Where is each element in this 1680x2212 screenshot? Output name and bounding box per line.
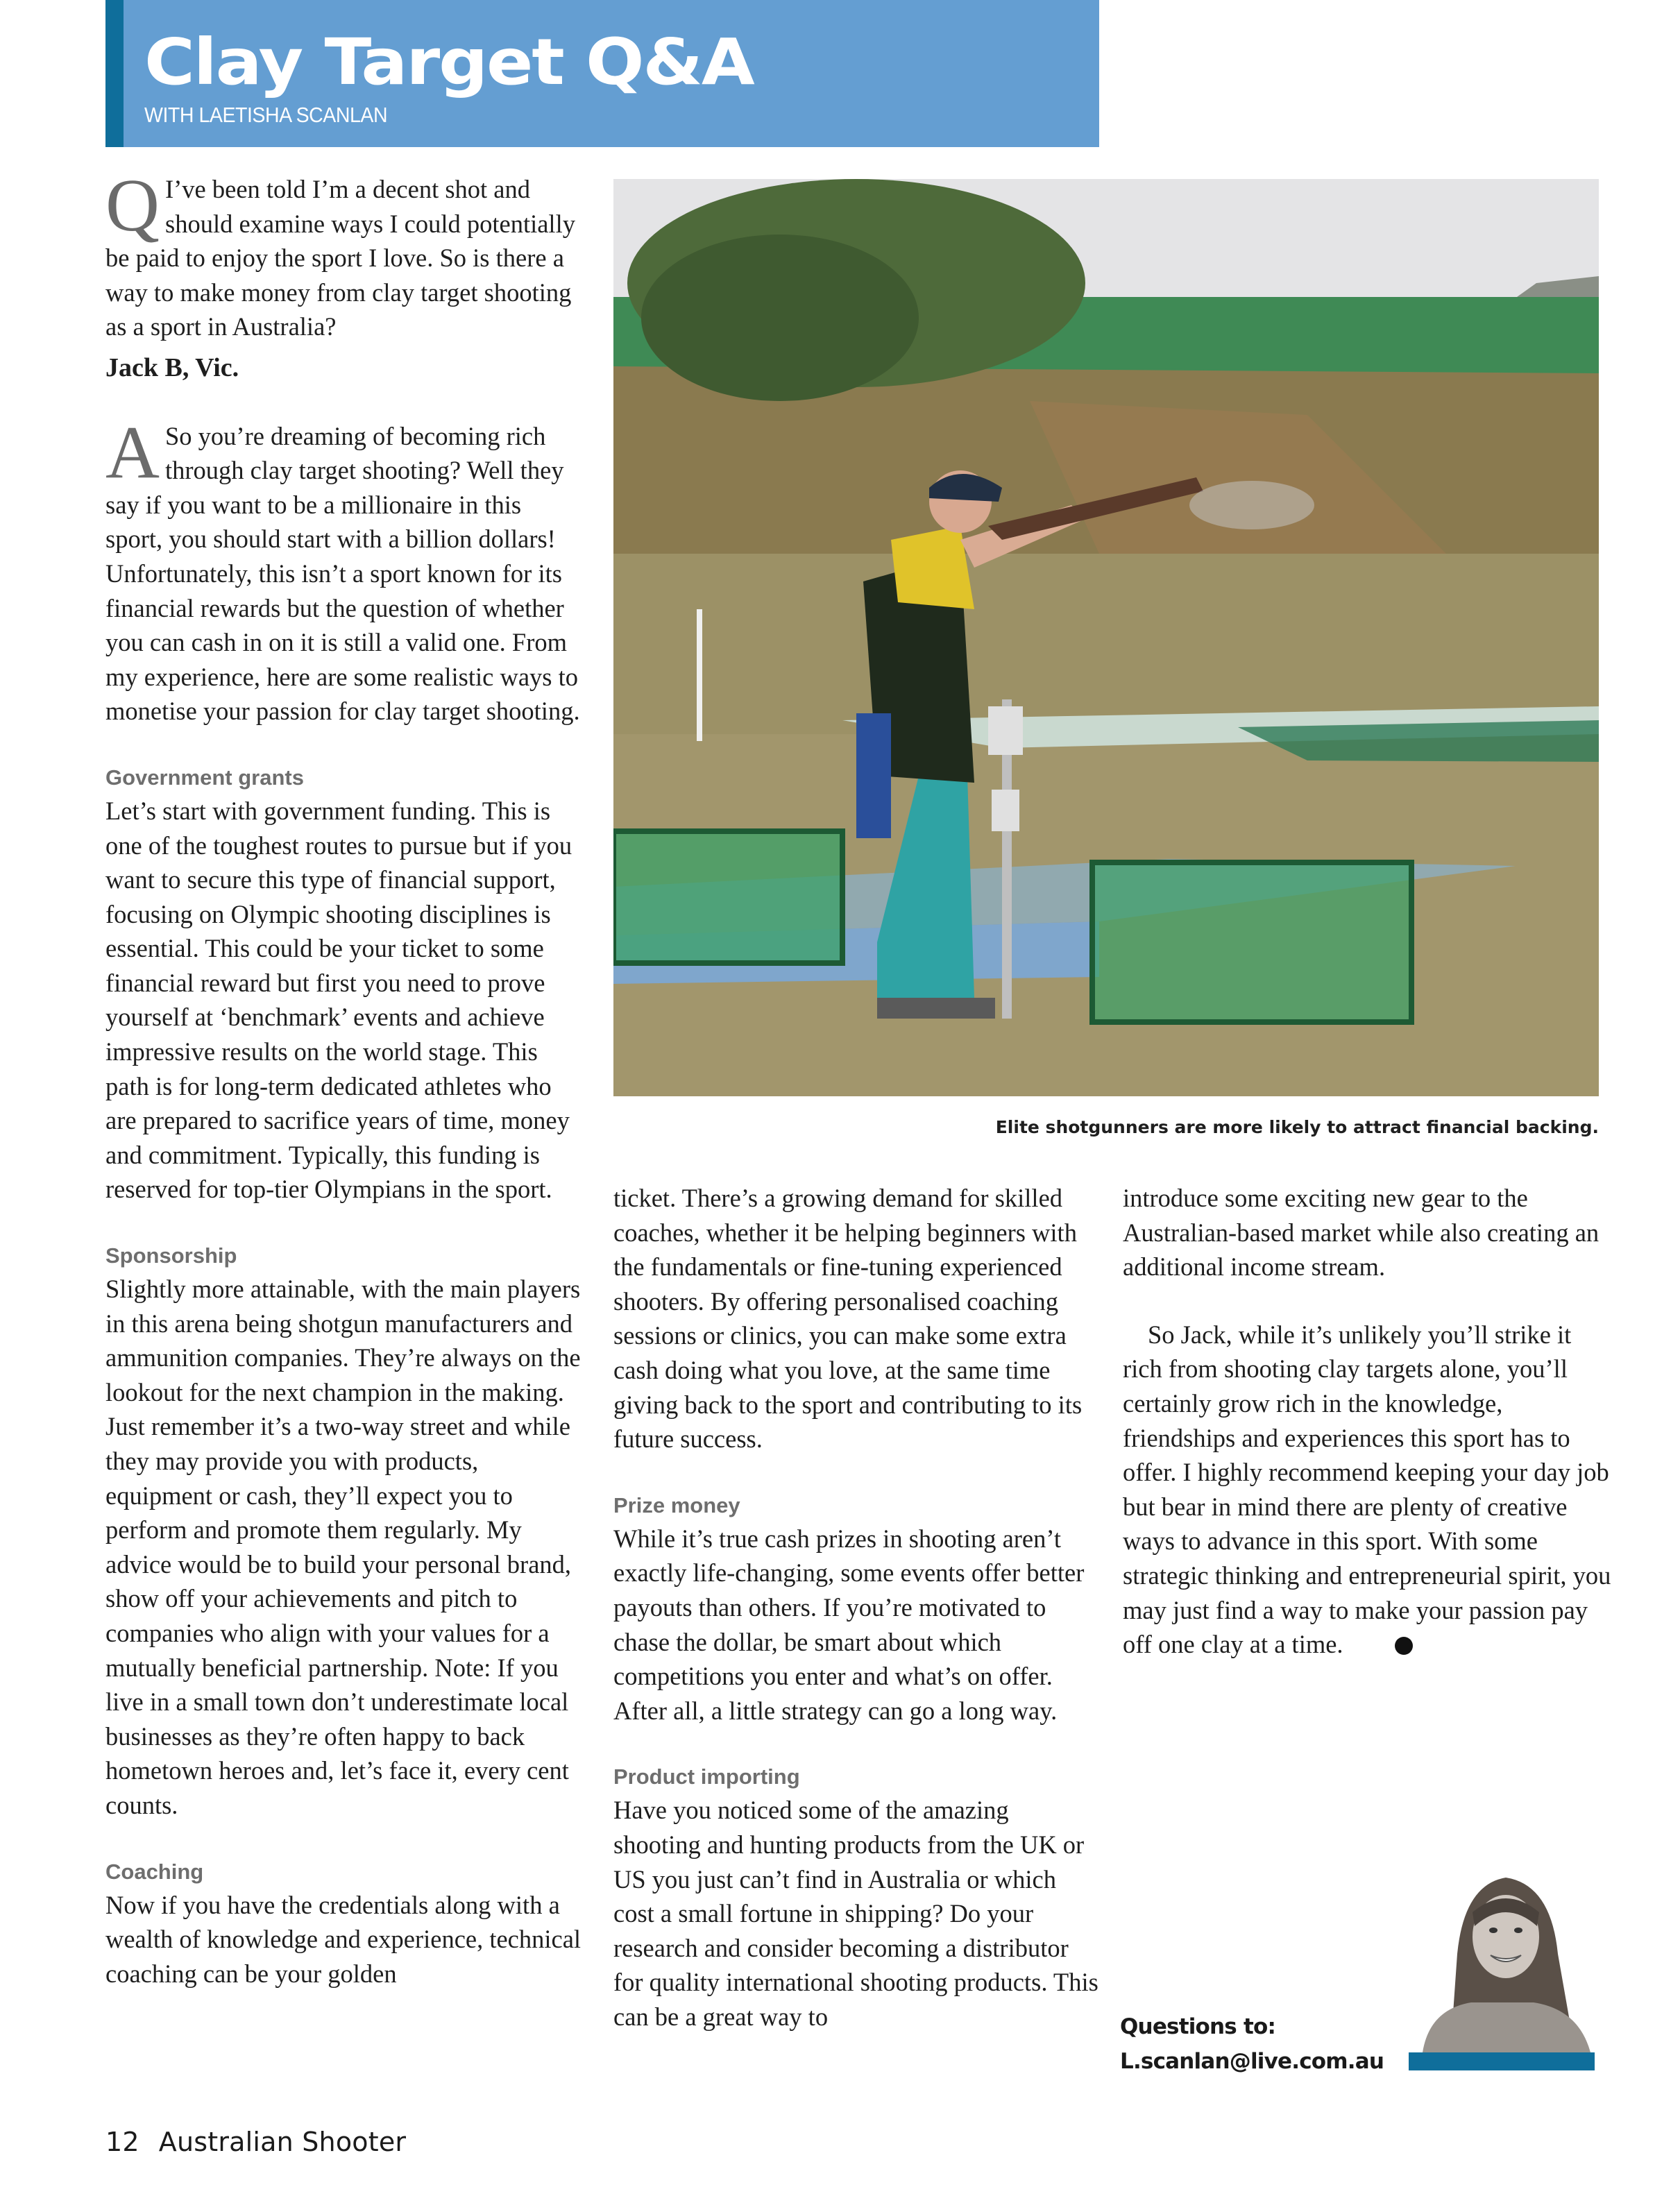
article-column-right bbox=[1123, 1181, 1611, 1662]
contact-label: Questions to: bbox=[1120, 2014, 1276, 2039]
section-body-government-grants: Let’s start with government funding. This is one of the toughest routes to pursue but if you want to secure this type of financial support, focusing on Olympic shooting disciplines is essential. This could be your ticket to some financial reward but first you need to prove yourself at ‘benchmark’ events and achieve impressive results on the world stage. This path is for long-term dedicated athletes who are prepared to sacrifice years of time, money and commitment. Typically, this funding is reserved for top-tier Olympians in the sport. bbox=[105, 796, 572, 1204]
column-title: Clay Target Q&A bbox=[144, 25, 754, 99]
answer-intro-text: So you’re dreaming of becoming rich through clay target shooting? Well they say if you want to be a millionaire in this sport, you should start with a billion dollars! Unfortunately, this isn’t a sport known for its financial rewards but the question of whether you can cash in on it is still a valid one. From my experience, here are some realistic ways to monetise your passion for clay target shooting. bbox=[105, 421, 580, 726]
section-body-product-importing-part1: Have you noticed some of the amazing shooting and hunting products from the UK or US you just can’t find in Australia or which cost a small fortune in shipping? Do your research and consider becoming a distributor for quality international shooting products. This can be a great way to bbox=[613, 1796, 1098, 2031]
header-accent-strip bbox=[105, 0, 124, 147]
section-heading-prize-money: Prize money bbox=[613, 1492, 740, 1517]
end-of-article-bullet-icon bbox=[1395, 1637, 1413, 1655]
photo-caption: Elite shotgunners are more likely to attract financial backing. bbox=[995, 1117, 1599, 1137]
conclusion-text: So Jack, while it’s unlikely you’ll strike it rich from shooting clay targets alone, you’ll certainly grow rich in the knowledge, friendships and experiences this sport has to offer. I highly recommend keeping your day job but bear in mind there are plenty of creative ways to advance in this sport. With some strategic thinking and entrepreneurial spirit, you may just find a way to make your passion pay off one clay at a time. bbox=[1123, 1320, 1611, 1659]
section-heading-coaching: Coaching bbox=[105, 1859, 204, 1884]
section-body-product-importing-part2: introduce some exciting new gear to the Australian-based market while also creating an additional income stream. bbox=[1123, 1184, 1600, 1282]
shooter-photo-illustration bbox=[613, 179, 1599, 1096]
article-column-left bbox=[105, 164, 584, 1991]
article-column-middle bbox=[613, 1181, 1099, 2034]
column-byline: WITH LAETISHA SCANLAN bbox=[144, 103, 388, 127]
answer-intro bbox=[105, 411, 584, 729]
article-photo-shooter bbox=[613, 179, 1599, 1096]
contact-email-link[interactable]: L.scanlan@live.com.au bbox=[1120, 2049, 1384, 2074]
section-heading-sponsorship: Sponsorship bbox=[105, 1243, 237, 1268]
portrait-accent-bar bbox=[1409, 2052, 1595, 2070]
column-header-banner bbox=[105, 0, 1099, 147]
author-portrait-illustration bbox=[1409, 1871, 1595, 2052]
section-body-sponsorship: Slightly more attainable, with the main players in this arena being shotgun manufacturers and ammunition companies. They’re always on the lookout for the next champion in the making. Just remember it’s a two-way street and while they may provide you with products, equipment or cash, they’ll expect you to perform and promote them regularly. My advice would be to build your personal brand, show off your achievements and pitch to companies who align with your values for a mutually beneficial partnership. Note: If you live in a small town don’t underestimate local businesses as they’re often happy to back hometown heroes and, let’s face it, every cent counts. bbox=[105, 1275, 581, 1819]
page-footer bbox=[105, 2126, 406, 2158]
page-number: 12 bbox=[105, 2127, 139, 2157]
contact-block bbox=[1120, 2009, 1384, 2079]
section-body-coaching-part1: Now if you have the credentials along with a wealth of knowledge and experience, technical coaching can be your golden bbox=[105, 1890, 582, 1988]
publication-name: Australian Shooter bbox=[158, 2127, 407, 2157]
question-text: I’ve been told I’m a decent shot and should examine ways I could potentially be paid to enjoy the sport I love. So is there a way to make money from clay target shooting as a sport in Australia? bbox=[105, 175, 575, 341]
question-dropcap: Q bbox=[105, 164, 160, 247]
section-heading-product-importing: Product importing bbox=[613, 1764, 800, 1789]
section-heading-government-grants: Government grants bbox=[105, 765, 304, 790]
author-portrait bbox=[1409, 1871, 1595, 2052]
section-body-prize-money: While it’s true cash prizes in shooting aren’t exactly life-changing, some events offer better payouts than others. If you’re motivated to chase the dollar, be smart about which competitions you enter and what’s on offer. After all, a little strategy can go a long way. bbox=[613, 1524, 1085, 1725]
question-signoff: Jack B, Vic. bbox=[105, 352, 239, 382]
article-conclusion bbox=[1123, 1318, 1611, 1662]
reader-question bbox=[105, 164, 584, 344]
answer-dropcap: A bbox=[105, 411, 160, 494]
section-body-coaching-part2: ticket. There’s a growing demand for skilled coaches, whether it be helping beginners with the fundamentals or fine-tuning experienced shooters. By offering personalised coaching sessions or clinics, you can make some extra cash doing what you love, at the same time giving back to the sport and contributing to its future success. bbox=[613, 1184, 1083, 1454]
